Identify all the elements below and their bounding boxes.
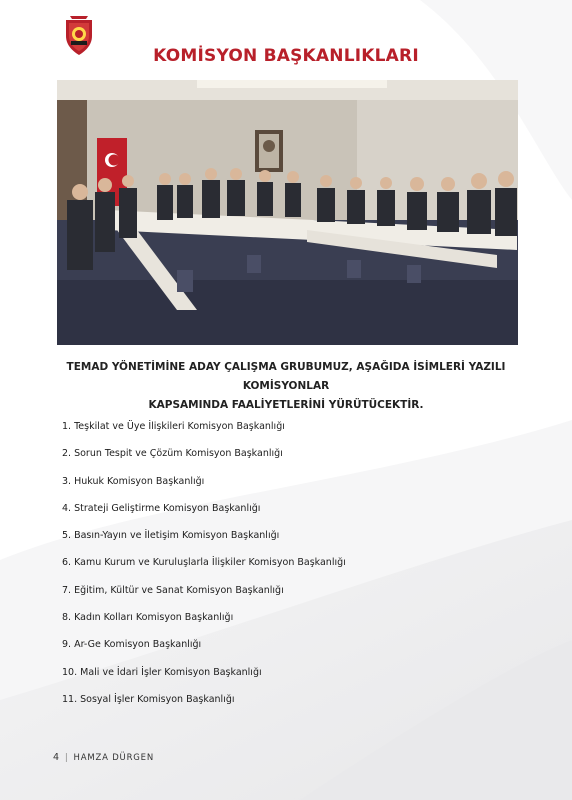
commission-item-2: 2. Sorun Tespit ve Çözüm Komisyon Başkanlığı [62,448,283,460]
commission-item-11: 11. Sosyal İşler Komisyon Başkanlığı [62,693,235,705]
footer-author: HAMZA DÜRGEN [73,753,154,763]
commission-list [62,413,346,713]
page-number: 4 [53,752,60,763]
commission-item-4: 4. Strateji Geliştirme Komisyon Başkanlığı [62,502,261,514]
commission-item-8: 8. Kadın Kolları Komisyon Başkanlığı [62,612,234,624]
intro-line-1: TEMAD YÖNETİMİNE ADAY ÇALIŞMA GRUBUMUZ, AŞAĞIDA İSİMLERİ YAZILI KOMİSYONLAR [66,361,506,392]
commission-item-9: 9. Ar-Ge Komisyon Başkanlığı [62,639,202,651]
commission-item-7: 7. Eğitim, Kültür ve Sanat Komisyon Başkanlığı [62,584,284,596]
commission-item-10: 10. Mali ve İdari İşler Komisyon Başkanlığı [62,666,262,678]
commission-item-1: 1. Teşkilat ve Üye İlişkileri Komisyon Başkanlığı [62,421,285,432]
commission-item-6: 6. Kamu Kurum ve Kuruluşlarla İlişkiler Komisyon Başkanlığı [62,557,346,569]
intro-line-2: KAPSAMINDA FAALİYETLERİNİ YÜRÜTÜCEKTİR. [148,399,424,411]
meeting-photo-illustration [57,80,518,345]
commission-item-5: 5. Basın-Yayın ve İletişim Komisyon Başkanlığı [62,530,280,542]
page-title: KOMİSYON BAŞKANLIKLARI [153,46,419,66]
footer-separator: | [64,753,69,763]
page-footer [53,752,154,763]
commission-item-3: 3. Hukuk Komisyon Başkanlığı [62,475,205,487]
meeting-photo [57,80,518,345]
intro-paragraph [40,358,532,415]
